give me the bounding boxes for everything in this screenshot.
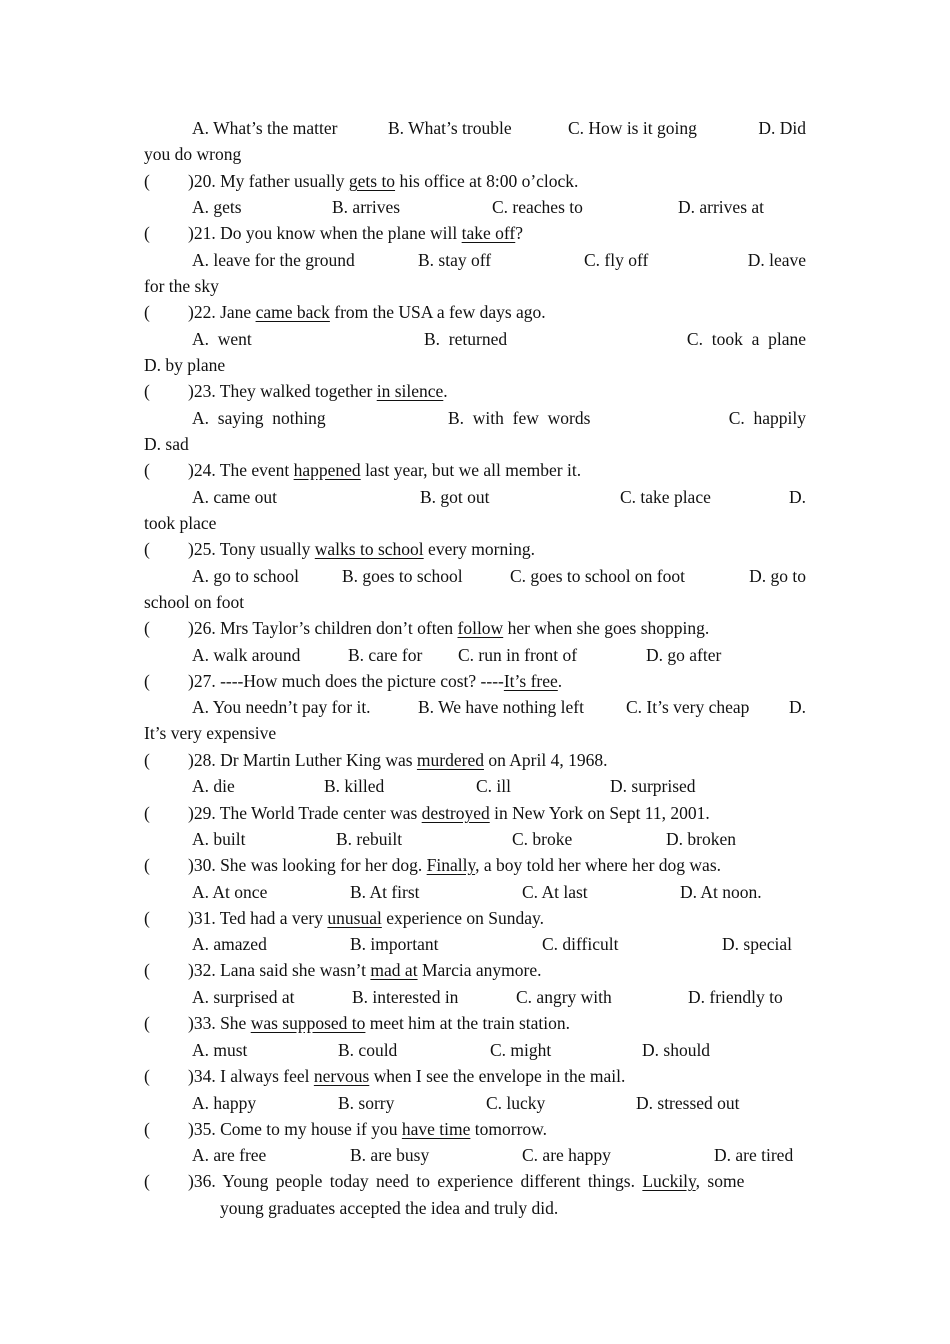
q33-underlined: was supposed to xyxy=(250,1013,366,1033)
q29-option-b: B. rebuilt xyxy=(336,829,403,849)
q27-underlined: It’s free xyxy=(503,671,558,691)
q23-options xyxy=(192,405,806,431)
q28-options xyxy=(192,773,806,799)
q30-option-a: A. At once xyxy=(192,882,268,902)
q34-option-a: A. happy xyxy=(192,1093,257,1113)
q34-options xyxy=(192,1090,806,1116)
q32-option-c: C. angry with xyxy=(516,987,612,1007)
q25-option-c: C. goes to school on foot xyxy=(510,566,685,586)
q19-option-a: A. What’s the matter xyxy=(192,118,338,138)
question-29: ( )29. The World Trade center was destroyed in New York on Sept 11, 2001. xyxy=(144,803,710,823)
question-35: ( )35. Come to my house if you have time tomorrow. xyxy=(144,1119,548,1139)
q22-options-cont xyxy=(144,352,806,378)
q25-option-a: A. go to school xyxy=(192,566,299,586)
q25-options xyxy=(192,563,806,589)
q23-option-c: C. happily xyxy=(728,408,806,428)
q19-options-cont: you do wrong xyxy=(144,144,242,164)
q26-underlined: follow xyxy=(457,618,504,638)
q30-underlined: Finally xyxy=(426,855,476,875)
question-25: ( )25. Tony usually walks to school every morning. xyxy=(144,539,535,559)
q31-option-c: C. difficult xyxy=(542,934,619,954)
q21-option-c: C. fly off xyxy=(584,250,649,270)
q21-option-b: B. stay off xyxy=(418,250,492,270)
q19-option-c: C. How is it going xyxy=(568,118,697,138)
q31-option-d: D. special xyxy=(722,934,792,954)
question-21: ( )21. Do you know when the plane will take off? xyxy=(144,223,524,243)
q28-option-a: A. die xyxy=(192,776,235,796)
q33-option-b: B. could xyxy=(338,1040,398,1060)
q20-underlined: gets to xyxy=(348,171,396,191)
q26-option-d: D. go after xyxy=(646,645,722,665)
q27-options-cont: It’s very expensive xyxy=(144,723,277,743)
q23-underlined: in silence xyxy=(376,381,444,401)
q26-option-c: C. run in front of xyxy=(458,645,578,665)
q32-options xyxy=(192,984,806,1010)
q23-option-a: A. saying nothing xyxy=(192,408,326,428)
q27-option-c: C. It’s very cheap xyxy=(626,697,750,717)
q20-option-b: B. arrives xyxy=(332,197,401,217)
q30-option-d: D. At noon. xyxy=(680,882,762,902)
q29-option-d: D. broken xyxy=(666,829,736,849)
q24-option-b: B. got out xyxy=(420,487,490,507)
q30-options xyxy=(192,879,806,905)
q31-option-a: A. amazed xyxy=(192,934,267,954)
q23-option-d: D. sad xyxy=(144,434,189,454)
q22-options xyxy=(192,326,806,352)
question-26: ( )26. Mrs Taylor’s children don’t often follow her when she goes shopping. xyxy=(144,618,710,638)
q21-options xyxy=(192,247,806,273)
q22-option-c: C. took a plane xyxy=(686,329,806,349)
q19-option-b: B. What’s trouble xyxy=(388,118,512,138)
q22-option-d: D. by plane xyxy=(144,355,226,375)
q21-options-cont: for the sky xyxy=(144,276,219,296)
question-27: ( )27. ----How much does the picture cost? ----It’s free. xyxy=(144,671,563,691)
q33-option-d: D. should xyxy=(642,1040,711,1060)
q33-option-c: C. might xyxy=(490,1040,552,1060)
q34-option-b: B. sorry xyxy=(338,1093,395,1113)
q32-option-b: B. interested in xyxy=(352,987,459,1007)
q22-option-a: A. went xyxy=(192,329,252,349)
q30-option-c: C. At last xyxy=(522,882,588,902)
question-36: ( )36. Young people today need to experience different things. Luckily, some xyxy=(144,1171,745,1191)
q34-option-d: D. stressed out xyxy=(636,1093,740,1113)
q32-underlined: mad at xyxy=(370,960,418,980)
q22-option-b: B. returned xyxy=(424,329,508,349)
q29-option-c: C. broke xyxy=(512,829,573,849)
q36-cont: young graduates accepted the idea and truly did. xyxy=(220,1198,559,1218)
q29-options xyxy=(192,826,806,852)
q21-underlined: take off xyxy=(461,223,516,243)
q19-options xyxy=(192,115,806,141)
q35-options xyxy=(192,1142,806,1168)
q23-option-b: B. with few words xyxy=(448,408,591,428)
q36-underlined: Luckily xyxy=(642,1171,696,1191)
q27-option-b: B. We have nothing left xyxy=(418,697,584,717)
q34-underlined: nervous xyxy=(313,1066,370,1086)
q26-option-a: A. walk around xyxy=(192,645,301,665)
q21-option-a: A. leave for the ground xyxy=(192,250,355,270)
q31-underlined: unusual xyxy=(327,908,382,928)
q24-underlined: happened xyxy=(293,460,361,480)
question-31: ( )31. Ted had a very unusual experience on Sunday. xyxy=(144,908,544,928)
q27-options xyxy=(192,694,806,720)
q24-option-c: C. take place xyxy=(620,487,711,507)
q20-option-a: A. gets xyxy=(192,197,242,217)
q20-option-d: D. arrives at xyxy=(678,197,765,217)
q29-underlined: destroyed xyxy=(421,803,490,823)
question-33: ( )33. She was supposed to meet him at the train station. xyxy=(144,1013,571,1033)
q35-option-d: D. are tired xyxy=(714,1145,794,1165)
q26-option-b: B. care for xyxy=(348,645,423,665)
question-30: ( )30. She was looking for her dog. Finally, a boy told her where her dog was. xyxy=(144,855,722,875)
question-22: ( )22. Jane came back from the USA a few days ago. xyxy=(144,302,546,322)
q22-underlined: came back xyxy=(255,302,330,322)
q27-option-a: A. You needn’t pay for it. xyxy=(192,697,371,717)
q20-options xyxy=(192,194,806,220)
q29-option-a: A. built xyxy=(192,829,246,849)
q23-options-cont xyxy=(144,431,806,457)
q26-options xyxy=(192,642,806,668)
q25-option-d: D. go to xyxy=(749,566,806,586)
q35-option-c: C. are happy xyxy=(522,1145,611,1165)
q21-option-d: D. leave xyxy=(747,250,806,270)
q32-option-a: A. surprised at xyxy=(192,987,295,1007)
q25-option-b: B. goes to school xyxy=(342,566,463,586)
q28-option-b: B. killed xyxy=(324,776,385,796)
q35-underlined: have time xyxy=(401,1119,471,1139)
question-24: ( )24. The event happened last year, but we all member it. xyxy=(144,460,582,480)
q25-options-cont: school on foot xyxy=(144,592,245,612)
q19-option-d: D. Did xyxy=(758,118,806,138)
q24-option-a: A. came out xyxy=(192,487,278,507)
q28-option-d: D. surprised xyxy=(610,776,696,796)
question-28: ( )28. Dr Martin Luther King was murdered on April 4, 1968. xyxy=(144,750,608,770)
question-23: ( )23. They walked together in silence. xyxy=(144,381,448,401)
q33-options xyxy=(192,1037,806,1063)
question-20: ( )20. My father usually gets to his office at 8:00 o’clock. xyxy=(144,171,579,191)
q31-options xyxy=(192,931,806,957)
question-32: ( )32. Lana said she wasn’t mad at Marcia anymore. xyxy=(144,960,542,980)
q20-option-c: C. reaches to xyxy=(492,197,583,217)
q25-underlined: walks to school xyxy=(314,539,424,559)
q28-underlined: murdered xyxy=(416,750,484,770)
q30-option-b: B. At first xyxy=(350,882,420,902)
q24-options xyxy=(192,484,806,510)
q24-options-cont: took place xyxy=(144,513,217,533)
q35-option-a: A. are free xyxy=(192,1145,267,1165)
q32-option-d: D. friendly to xyxy=(688,987,783,1007)
q31-option-b: B. important xyxy=(350,934,439,954)
q28-option-c: C. ill xyxy=(476,776,512,796)
q24-option-d: D. xyxy=(788,487,806,507)
q35-option-b: B. are busy xyxy=(350,1145,430,1165)
question-34: ( )34. I always feel nervous when I see the envelope in the mail. xyxy=(144,1066,626,1086)
q33-option-a: A. must xyxy=(192,1040,248,1060)
q34-option-c: C. lucky xyxy=(486,1093,546,1113)
q27-option-d: D. xyxy=(788,697,806,717)
